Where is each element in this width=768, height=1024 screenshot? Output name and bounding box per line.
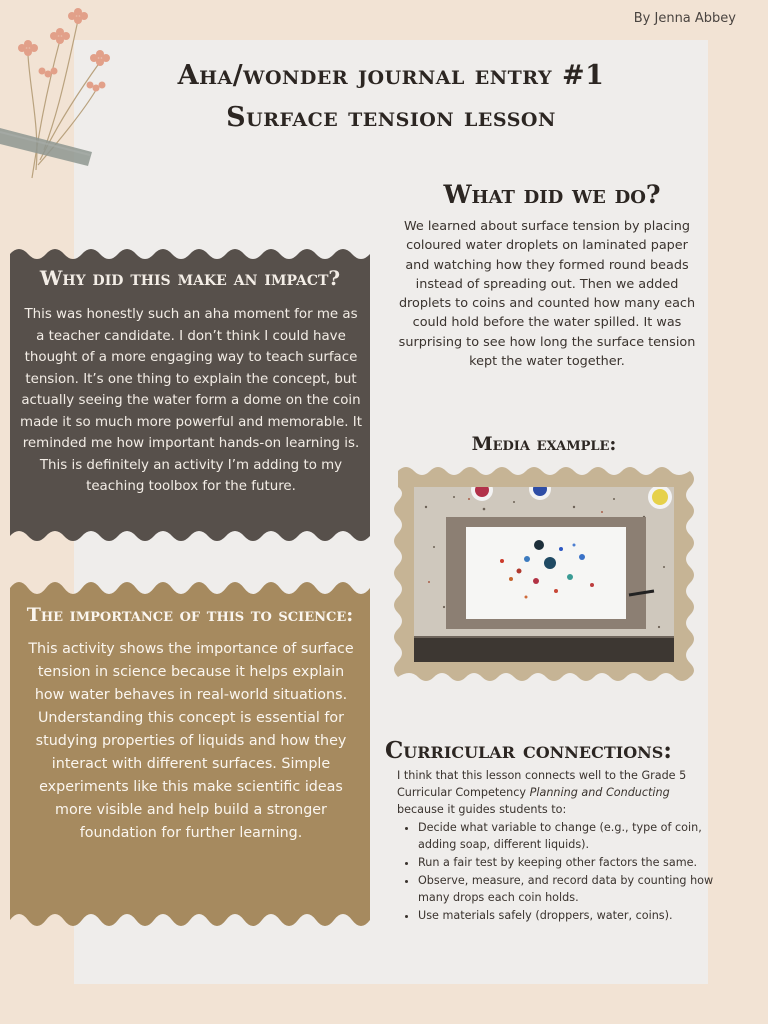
science-heading: The importance of this to science: (26, 604, 354, 626)
what-did-we-do-text: We learned about surface tension by placing coloured water droplets on laminated paper and watching how they formed round beads instead of spreading out. Then we added droplets to coins and counted how many each could hold before the water spilled. It was surprising to see how long the surface tension kept the water together. (398, 219, 696, 370)
what-did-we-do-heading: What did we do? (443, 180, 661, 209)
curricular-list (397, 819, 718, 925)
author-credit: By Jenna Abbey (633, 11, 736, 26)
media-heading: Media example: (471, 433, 617, 455)
page-title-line-1: Aha/wonder journal entry #1 (177, 60, 605, 91)
curricular-intro (397, 767, 697, 818)
impact-text: This was honestly such an aha moment for me as a teacher candidate. I don’t think I could have thought of a more engaging way to teach surface tension. It’s one thing to explain the concept, but actually seeing the water form a dome on the coin made it so much more powerful and memorable. It reminded me how important hands-on learning is. This is definitely an activity I’m adding to my teaching toolbox for the future. (20, 307, 362, 494)
list-item: • Run a fair test by keeping other factors the same. (418, 854, 718, 871)
flower-decoration-icon (0, 0, 140, 190)
list-item: • Decide what variable to change (e.g., type of coin, adding soap, different liquids). (418, 819, 718, 853)
surface-tension-photo (414, 487, 674, 662)
page-title-line-2: Surface tension lesson (226, 102, 556, 133)
curricular-intro-end: because it guides students to: (397, 803, 567, 816)
science-text: This activity shows the importance of surface tension in science because it helps explain how water behaves in real-world situations. Understanding this concept is essential for studying properties of liquids and how they interact with different surfaces. Simple experiments like this make scientific ideas more visible and help build a stronger foundation for further learning. (28, 641, 354, 841)
list-item: • Observe, measure, and record data by counting how many drops each coin holds. (418, 872, 718, 906)
curricular-competency: Planning and Conducting (529, 786, 670, 799)
impact-heading: Why did this make an impact? (39, 266, 341, 290)
curricular-heading: Curricular connections: (385, 737, 672, 764)
list-item: • Use materials safely (droppers, water, coins). (418, 907, 718, 924)
curricular-intro-start: I think that this lesson connects well to the Grade 5 Curricular Competency (397, 769, 687, 799)
